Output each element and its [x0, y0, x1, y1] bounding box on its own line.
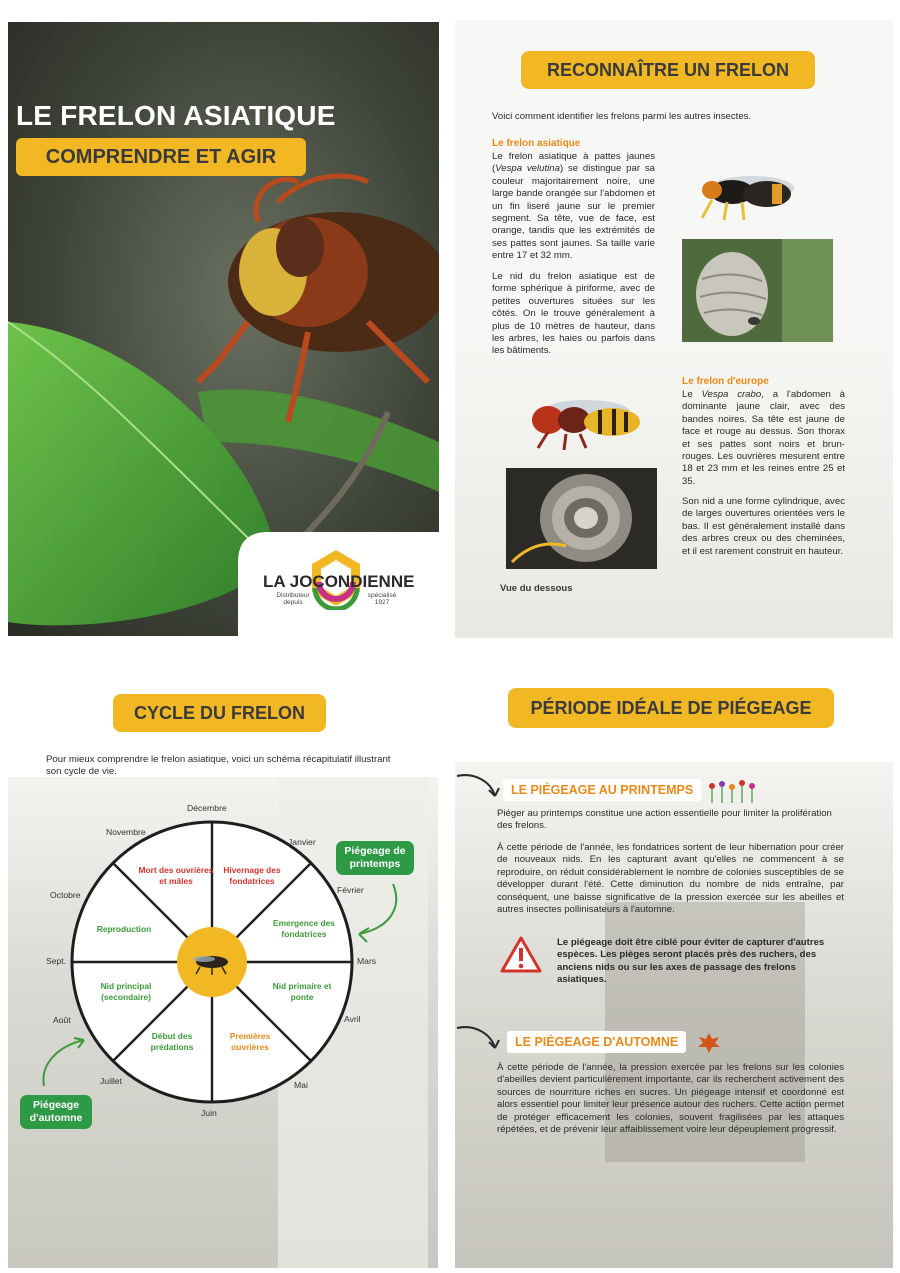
asian-hornet-image	[672, 160, 822, 222]
spring-trapping-p2: À cette période de l'année, les fondatrices sortent de leur hibernation pour créer de nouveaux nids. En les capturant avant qu'elles ne commencent à se reproduire, on réduit considérablement le nombre de colonies susceptibles de se développer durant l'été. Cette diminution du nombre de nids entraîne, par conséquent, une baisse significative de la pression exercée sur les abeilles et autres insectes pollinisateurs à l'automne.	[497, 842, 844, 916]
cover-panel	[8, 22, 439, 636]
swoosh-arrow-icon	[455, 768, 505, 808]
segment-hivernage: Hivernage des fondatrices	[223, 865, 281, 886]
cover-subtitle: COMPRENDRE ET AGIR	[16, 138, 306, 176]
european-hornet-title: Le frelon d'europe	[682, 376, 769, 387]
swoosh-arrow-icon-2	[455, 1020, 505, 1060]
brand-tagline-right: spécialisé 1927	[367, 592, 397, 606]
european-hornet-image	[508, 390, 656, 450]
month-may: Mai	[294, 1080, 308, 1090]
segment-nid-primaire: Nid primaire et ponte	[272, 981, 332, 1002]
month-january: Janvier	[288, 837, 316, 847]
asian-hornet-title: Le frelon asiatique	[492, 138, 581, 149]
segment-nid-principal: Nid principal (secondaire)	[100, 981, 152, 1002]
month-october: Octobre	[50, 890, 81, 900]
month-june: Juin	[201, 1108, 217, 1118]
european-hornet-text-2: Son nid a une forme cylindrique, avec de larges ouvertures orientées vers le bas. Il est généralement installé dans des arbres creux ou des cheminées, et il est rarement construit en hauteur.	[682, 496, 845, 557]
asian-hornet-text-2: Le nid du frelon asiatique est de forme sphérique à piriforme, avec de petites ouvertures situées sur les côtés. On le trouve généralement à plus de 10 mètres de hauteur, dans les arbres, les haies ou parfois dans les bâtiments.	[492, 271, 655, 357]
month-july: Juillet	[100, 1076, 122, 1086]
month-august: Août	[53, 1015, 71, 1025]
segment-emergence: Emergence des fondatrices	[273, 918, 335, 939]
recognize-intro: Voici comment identifier les frelons parmi les autres insectes.	[492, 111, 752, 122]
trapping-heading: PÉRIODE IDÉALE DE PIÉGEAGE	[508, 688, 834, 728]
european-hornet-text-1: Le Vespa crabo, a l'abdomen à dominante jaune clair, avec des bandes noires. Sa tête est jaune de face et rouge au dessus. Son thorax et ses pattes sont noirs et brun-rouges. Les ouvrières mesurent entre 18 et 23 mm et les reines entre 25 et 35.	[682, 389, 846, 487]
warning-icon	[499, 935, 543, 975]
cycle-intro: Pour mieux comprendre le frelon asiatique, voici un schéma récapitulatif illustrant son cycle de vie.	[46, 754, 391, 778]
recognize-heading: RECONNAÎTRE UN FRELON	[521, 51, 815, 89]
european-nest-image	[506, 468, 657, 569]
segment-debut-predations: Début des prédations	[150, 1031, 194, 1052]
month-april: Avril	[344, 1014, 361, 1024]
asian-hornet-text-1: Le frelon asiatique à pattes jaunes (Vespa velutina) se distingue par sa couleur majoritairement noire, une large bande orangée sur l'abdomen et un fin liseré jaune sur le premier segment. Sa tête, vue de face, est orange, tandis que les extrémités de ses pattes sont jaunes. Sa taille varie entre 17 et 32 mm.	[492, 151, 655, 262]
spring-trapping-p1: Piéger au printemps constitue une action essentielle pour limiter la prolifération des frelons.	[497, 808, 832, 832]
warning-text: Le piégeage doit être ciblé pour éviter de capturer d'autres espèces. Les pièges seront placés près des ruchers, des anciens nids ou sur les axes de passage des frelons asiatiques.	[557, 937, 825, 986]
month-september: Sept.	[46, 956, 67, 966]
spring-trapping-title: LE PIÉGEAGE AU PRINTEMPS	[503, 779, 701, 801]
segment-reproduction: Reproduction	[96, 924, 152, 934]
segment-premieres-ouvrieres: Premières ouvrières	[229, 1031, 271, 1052]
flowers-icon	[706, 779, 762, 805]
autumn-arrow-icon	[36, 1034, 96, 1094]
brand-name: LA JOCONDIENNE	[263, 572, 415, 591]
asian-nest-image	[682, 239, 833, 342]
nest-caption: Vue du dessous	[500, 583, 573, 594]
month-december: Décembre	[187, 803, 227, 813]
month-november: Novembre	[106, 827, 146, 837]
autumn-trapping-p1: À cette période de l'année, la pression exercée par les frelons sur les colonies d'abeilles devient particulièrement importante, car ils recherchent activement des sources de nourriture riches en sucres. Un piégeage intensif et coordonné est alors essentiel pour limiter leur présence autour des ruchers. Cette action permet de protéger efficacement les colonies, souvent fragilisées par les attaques répétées, et de prévenir leur affaiblissement voire leur dépeuplement progressif.	[497, 1062, 844, 1136]
autumn-trapping-badge: Piégeage d'automne	[20, 1095, 92, 1129]
month-march: Mars	[357, 956, 377, 966]
cycle-wheel	[62, 812, 362, 1112]
autumn-leaf-icon	[697, 1031, 721, 1055]
spring-arrow-icon	[345, 878, 405, 948]
brand-tagline-left: Distributeur depuis	[276, 592, 310, 606]
cover-title: LE FRELON ASIATIQUE	[16, 100, 336, 131]
cycle-heading: CYCLE DU FRELON	[113, 694, 326, 732]
segment-mort: Mort des ouvrières et mâles	[138, 865, 214, 886]
month-february: Février	[337, 885, 364, 895]
spring-trapping-badge: Piégeage de printemps	[336, 841, 414, 875]
autumn-trapping-title: LE PIÉGEAGE D'AUTOMNE	[507, 1031, 686, 1053]
